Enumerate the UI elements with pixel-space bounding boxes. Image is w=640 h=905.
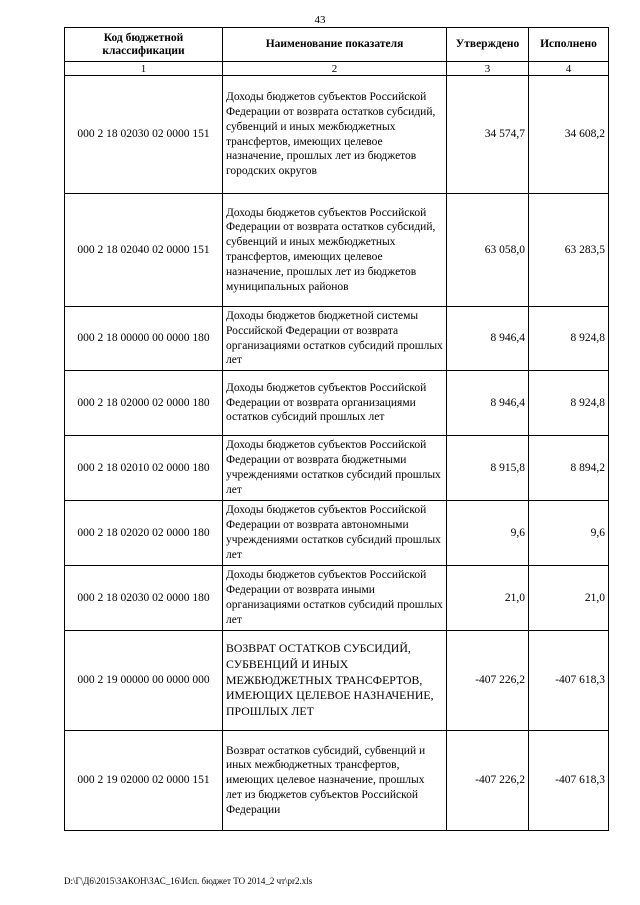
row-approved: -407 226,2 — [447, 731, 529, 831]
row-executed: 8 894,2 — [529, 436, 609, 501]
table-header-row — [65, 28, 609, 62]
row-code: 000 2 18 02030 02 0000 180 — [65, 566, 223, 631]
table-row — [65, 631, 609, 731]
column-number-row — [65, 62, 609, 76]
row-approved: 8 946,4 — [447, 371, 529, 436]
row-code: 000 2 18 02010 02 0000 180 — [65, 436, 223, 501]
table-row — [65, 501, 609, 566]
table-row — [65, 731, 609, 831]
header-approved: Утверждено — [447, 28, 529, 62]
table-row — [65, 76, 609, 194]
row-approved: 63 058,0 — [447, 194, 529, 307]
row-name: Доходы бюджетов бюджетной системы Российской Федерации от возврата организациями остатков субсидий прошлых лет — [223, 307, 447, 371]
column-number: 4 — [529, 62, 609, 76]
table-row — [65, 566, 609, 631]
row-executed: 63 283,5 — [529, 194, 609, 307]
header-name: Наименование показателя — [223, 28, 447, 62]
row-code: 000 2 19 00000 00 0000 000 — [65, 631, 223, 731]
row-code: 000 2 18 02030 02 0000 151 — [65, 76, 223, 194]
row-name: Доходы бюджетов субъектов Российской Федерации от возврата остатков субсидий, субвенций и иных межбюджетных трансфертов, имеющих целевое назначение, прошлых лет из бюджетов городских округов — [223, 76, 447, 194]
file-path-footer: D:\Г\Д6\2015\ЗАКОН\ЗАС_16\Исп. бюджет ТО 2014_2 чт\pr2.xls — [64, 876, 313, 886]
row-approved: -407 226,2 — [447, 631, 529, 731]
row-approved: 34 574,7 — [447, 76, 529, 194]
row-approved: 8 915,8 — [447, 436, 529, 501]
row-code: 000 2 18 00000 00 0000 180 — [65, 307, 223, 371]
column-number: 1 — [65, 62, 223, 76]
row-name: Доходы бюджетов субъектов Российской Федерации от возврата иными организациями остатков субсидий прошлых лет — [223, 566, 447, 631]
row-name: Доходы бюджетов субъектов Российской Федерации от возврата организациями остатков субсидий прошлых лет — [223, 371, 447, 436]
column-number: 2 — [223, 62, 447, 76]
row-executed: 21,0 — [529, 566, 609, 631]
row-name: Доходы бюджетов субъектов Российской Федерации от возврата бюджетными учреждениями остатков субсидий прошлых лет — [223, 436, 447, 501]
row-executed: -407 618,3 — [529, 631, 609, 731]
row-executed: 34 608,2 — [529, 76, 609, 194]
column-number: 3 — [447, 62, 529, 76]
row-executed: 9,6 — [529, 501, 609, 566]
table-row — [65, 194, 609, 307]
row-name: ВОЗВРАТ ОСТАТКОВ СУБСИДИЙ, СУБВЕНЦИЙ И ИНЫХ МЕЖБЮДЖЕТНЫХ ТРАНСФЕРТОВ, ИМЕЮЩИХ ЦЕЛЕВОЕ НАЗНАЧЕНИЕ, ПРОШЛЫХ ЛЕТ — [223, 631, 447, 731]
table-row — [65, 307, 609, 371]
row-name: Доходы бюджетов субъектов Российской Федерации от возврата автономными учреждениями остатков субсидий прошлых лет — [223, 501, 447, 566]
table-row — [65, 371, 609, 436]
row-code: 000 2 19 02000 02 0000 151 — [65, 731, 223, 831]
header-code: Код бюджетной классификации — [65, 28, 223, 62]
budget-table — [64, 27, 609, 831]
row-approved: 8 946,4 — [447, 307, 529, 371]
row-name: Возврат остатков субсидий, субвенций и иных межбюджетных трансфертов, имеющих целевое назначение, прошлых лет из бюджетов субъектов Российской Федерации — [223, 731, 447, 831]
row-name: Доходы бюджетов субъектов Российской Федерации от возврата остатков субсидий, субвенций и иных межбюджетных трансфертов, имеющих целевое назначение, прошлых лет из бюджетов муниципальных районов — [223, 194, 447, 307]
row-executed: 8 924,8 — [529, 307, 609, 371]
table-row — [65, 436, 609, 501]
row-executed: -407 618,3 — [529, 731, 609, 831]
row-approved: 9,6 — [447, 501, 529, 566]
row-approved: 21,0 — [447, 566, 529, 631]
header-executed: Исполнено — [529, 28, 609, 62]
row-code: 000 2 18 02020 02 0000 180 — [65, 501, 223, 566]
row-code: 000 2 18 02000 02 0000 180 — [65, 371, 223, 436]
page-number: 43 — [314, 14, 326, 26]
row-code: 000 2 18 02040 02 0000 151 — [65, 194, 223, 307]
row-executed: 8 924,8 — [529, 371, 609, 436]
